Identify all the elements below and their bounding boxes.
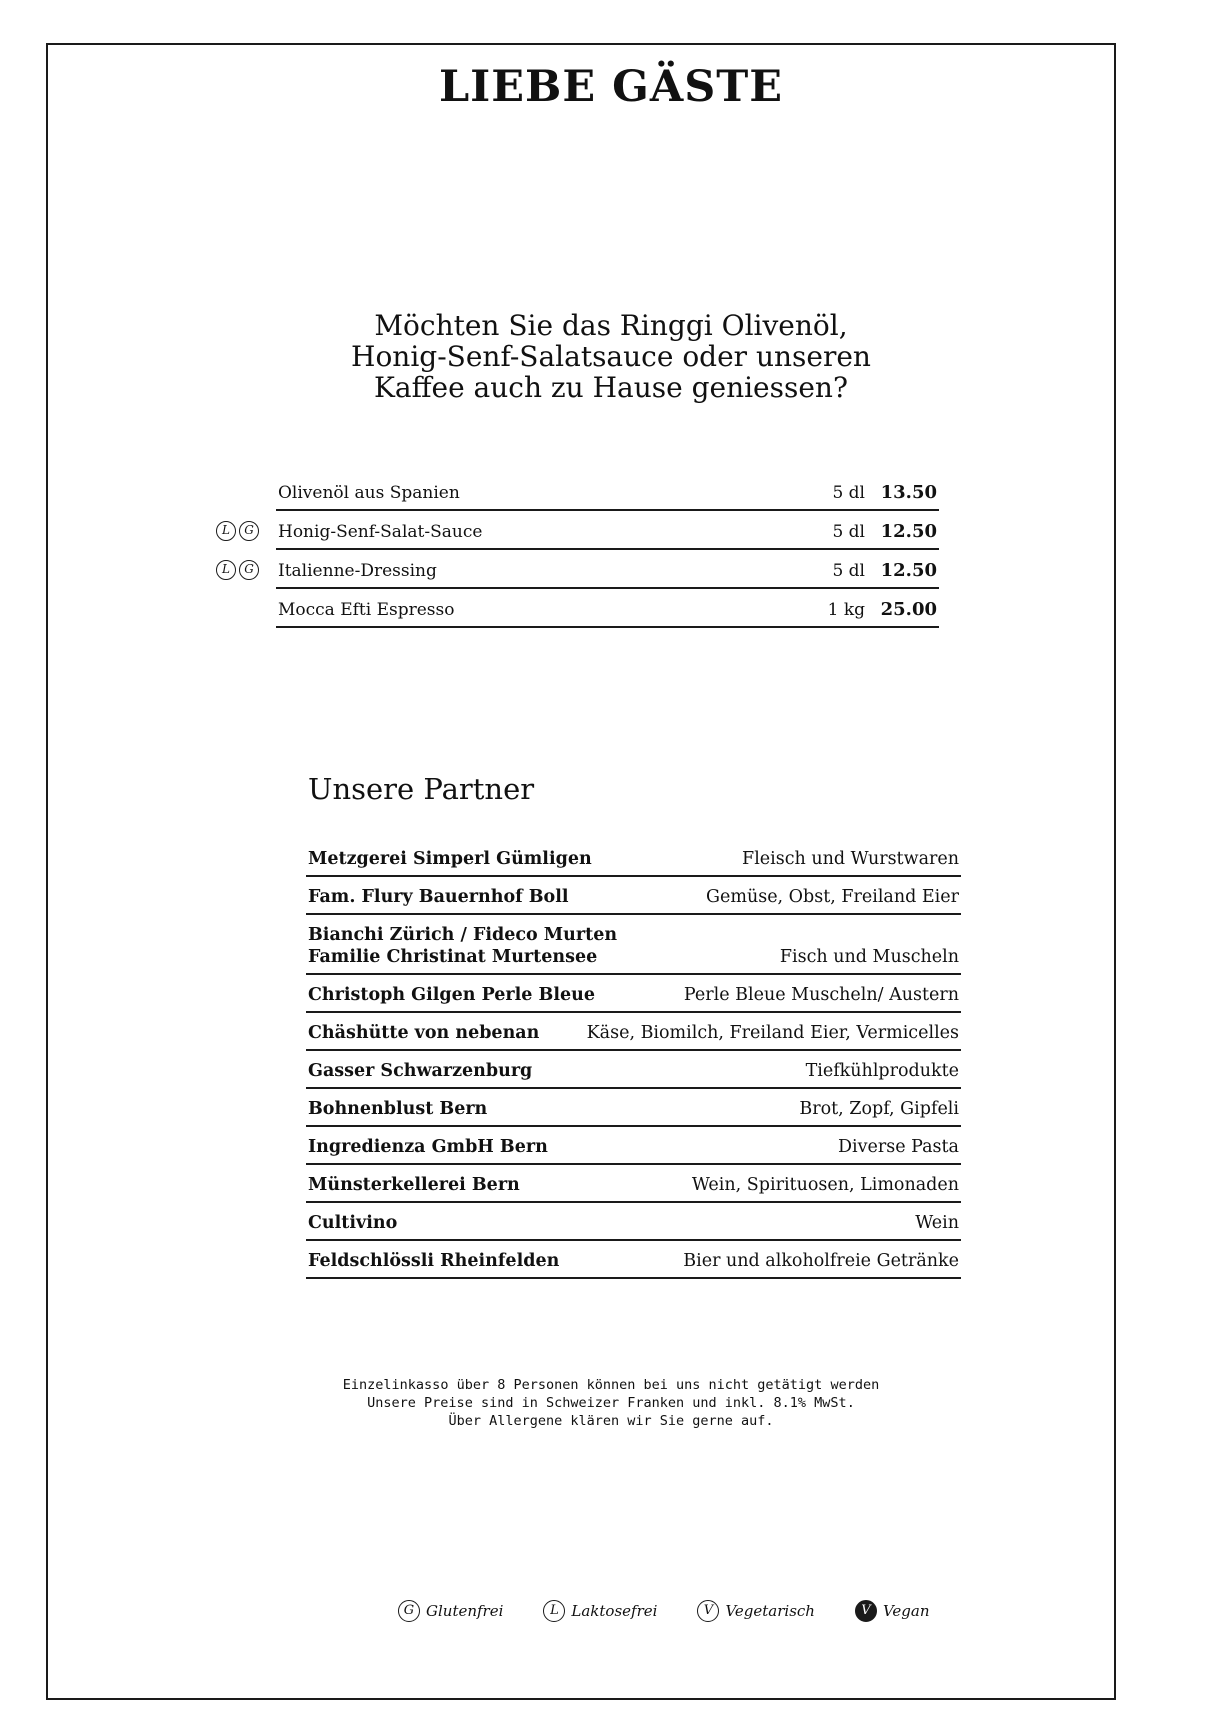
allergen-legend: [398, 1600, 930, 1622]
legend-label: Vegetarisch: [725, 1602, 815, 1620]
partner-products: Fisch und Muscheln: [779, 947, 959, 967]
partner-name: Metzgerei Simperl Gümligen: [308, 849, 592, 869]
partner-name: Münsterkellerei Bern: [308, 1175, 520, 1195]
partner-row: [306, 1053, 961, 1089]
partners-heading: Unsere Partner: [308, 772, 535, 806]
partner-row: [306, 1091, 961, 1127]
legend-item-glutenfrei: [398, 1600, 503, 1622]
partner-products: Käse, Biomilch, Freiland Eier, Vermicelles: [586, 1023, 959, 1043]
page-title: LIEBE GÄSTE: [438, 62, 784, 112]
partner-row: [306, 1205, 961, 1241]
note-line: Einzelinkasso über 8 Personen können bei uns nicht getätigt werden: [342, 1377, 880, 1393]
partner-list: [306, 841, 961, 1281]
footer-notes: [0, 1376, 1222, 1430]
intro-line: Möchten Sie das Ringgi Olivenöl,: [374, 309, 848, 342]
partner-products: Bier und alkoholfreie Getränke: [683, 1251, 959, 1271]
product-price: 12.50: [880, 521, 937, 542]
partner-name: Cultivino: [308, 1213, 398, 1233]
product-row: [222, 552, 939, 589]
partner-row: [306, 917, 961, 975]
partner-name: Bianchi Zürich / Fideco Murten Familie Christinat Murtensee: [308, 925, 618, 967]
product-name: Olivenöl aus Spanien: [278, 483, 460, 503]
partner-row: [306, 879, 961, 915]
partner-name: Christoph Gilgen Perle Bleue: [308, 985, 595, 1005]
partner-products: Wein, Spirituosen, Limonaden: [691, 1175, 959, 1195]
partner-name: Gasser Schwarzenburg: [308, 1061, 533, 1081]
product-list: [222, 474, 939, 630]
product-name: Honig-Senf-Salat-Sauce: [278, 522, 483, 542]
note-line: Über Allergene klären wir Sie gerne auf.: [448, 1413, 774, 1429]
legend-item-vegan: [855, 1600, 930, 1622]
gluten-free-icon: G: [239, 560, 259, 580]
product-price: 25.00: [880, 599, 937, 620]
vegan-icon: V: [855, 1600, 877, 1622]
product-row: [222, 513, 939, 550]
partner-row: [306, 1243, 961, 1279]
intro-line: Honig-Senf-Salatsauce oder unseren: [351, 340, 871, 373]
allergen-badges: [216, 560, 259, 580]
intro-text: [0, 310, 1222, 403]
partner-name: Fam. Flury Bauernhof Boll: [308, 887, 569, 907]
product-quantity: 5 dl: [832, 522, 865, 542]
partner-row: [306, 1015, 961, 1051]
product-name: Italienne-Dressing: [278, 561, 437, 581]
legend-label: Laktosefrei: [571, 1602, 658, 1620]
lactose-free-icon: L: [216, 521, 236, 541]
legend-label: Glutenfrei: [426, 1602, 504, 1620]
gluten-free-icon: G: [239, 521, 259, 541]
partner-row: [306, 841, 961, 877]
product-row: [276, 591, 939, 628]
partner-products: Brot, Zopf, Gipfeli: [799, 1099, 959, 1119]
product-quantity: 5 dl: [832, 561, 865, 581]
partner-name: Chäshütte von nebenan: [308, 1023, 540, 1043]
product-price: 12.50: [880, 560, 937, 581]
intro-line: Kaffee auch zu Hause geniessen?: [374, 371, 848, 404]
lactose-free-icon: L: [543, 1600, 565, 1622]
partner-row: [306, 1129, 961, 1165]
product-price: 13.50: [880, 482, 937, 503]
vegetarian-icon: V: [697, 1600, 719, 1622]
legend-label: Vegan: [882, 1602, 930, 1620]
partner-products: Wein: [915, 1213, 959, 1233]
product-quantity: 5 dl: [832, 483, 865, 503]
note-line: Unsere Preise sind in Schweizer Franken und inkl. 8.1% MwSt.: [367, 1395, 855, 1411]
partner-products: Diverse Pasta: [837, 1137, 959, 1157]
partner-products: Perle Bleue Muscheln/ Austern: [683, 985, 959, 1005]
partner-row: [306, 1167, 961, 1203]
product-quantity: 1 kg: [827, 600, 865, 620]
gluten-free-icon: G: [398, 1600, 420, 1622]
allergen-badges: [216, 521, 259, 541]
partner-products: Fleisch und Wurstwaren: [742, 849, 959, 869]
product-name: Mocca Efti Espresso: [278, 600, 455, 620]
legend-item-vegetarisch: [697, 1600, 815, 1622]
product-row: [276, 474, 939, 511]
partner-name: Feldschlössli Rheinfelden: [308, 1251, 560, 1271]
partner-row: [306, 977, 961, 1013]
legend-item-laktosefrei: [543, 1600, 657, 1622]
partner-name: Bohnenblust Bern: [308, 1099, 488, 1119]
partner-products: Gemüse, Obst, Freiland Eier: [706, 887, 959, 907]
lactose-free-icon: L: [216, 560, 236, 580]
partner-products: Tiefkühlprodukte: [805, 1061, 959, 1081]
partner-name: Ingredienza GmbH Bern: [308, 1137, 548, 1157]
